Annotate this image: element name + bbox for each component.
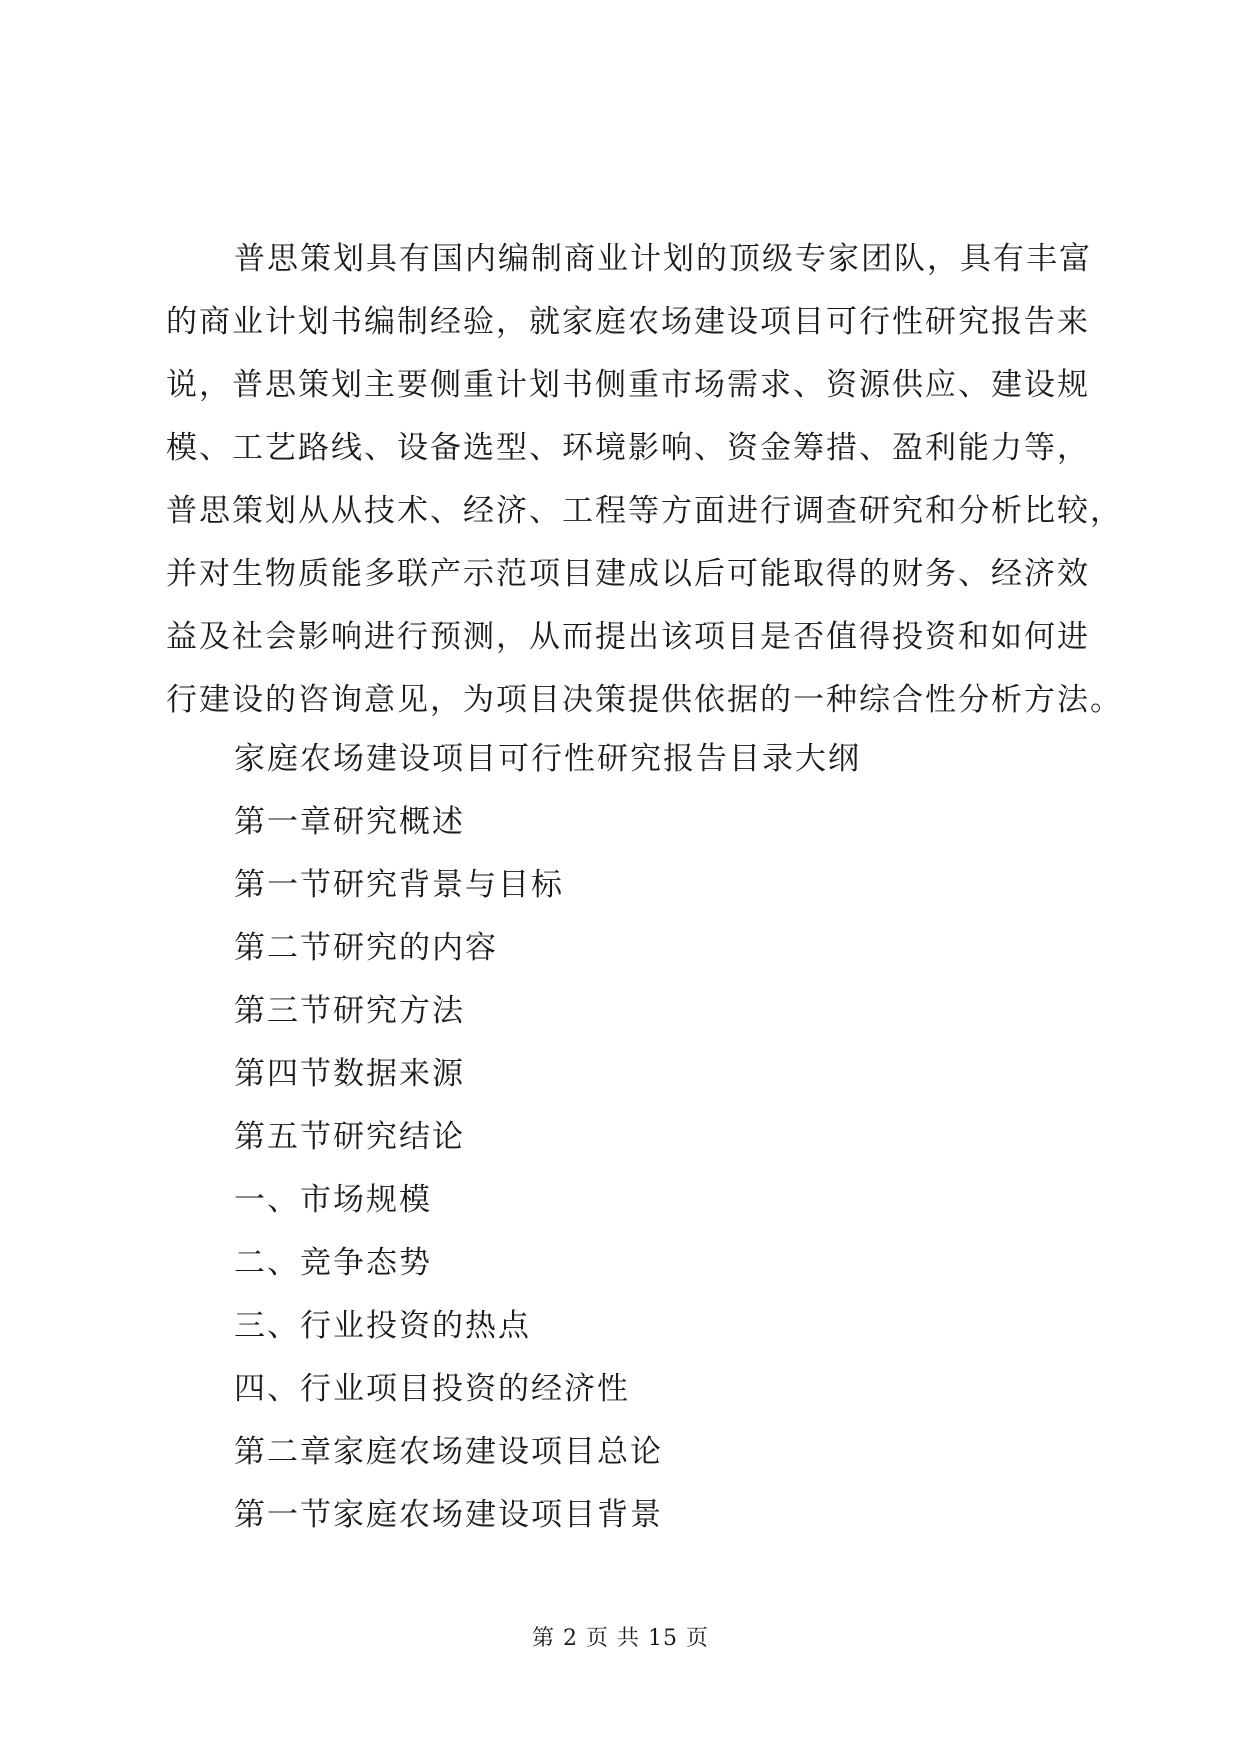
paragraph-line: 并对生物质能多联产示范项目建成以后可能取得的财务、经济效 bbox=[166, 556, 1090, 592]
paragraph-line: 的商业计划书编制经验，就家庭农场建设项目可行性研究报告来 bbox=[166, 304, 1090, 340]
toc-subsection: 一、市场规模 bbox=[234, 1182, 432, 1218]
table-of-contents bbox=[234, 728, 1034, 1547]
toc-chapter: 第二章家庭农场建设项目总论 bbox=[234, 1434, 663, 1470]
paragraph-line: 说，普思策划主要侧重计划书侧重市场需求、资源供应、建设规 bbox=[166, 367, 1090, 403]
page-number-footer: 第 2 页 共 15 页 bbox=[532, 1626, 709, 1651]
toc-section: 第五节研究结论 bbox=[234, 1119, 465, 1155]
toc-subsection: 三、行业投资的热点 bbox=[234, 1308, 531, 1344]
intro-paragraph bbox=[166, 228, 1123, 732]
toc-chapter: 第一章研究概述 bbox=[234, 804, 465, 840]
toc-section: 第二节研究的内容 bbox=[234, 930, 498, 966]
toc-section: 第三节研究方法 bbox=[234, 993, 465, 1029]
toc-subsection: 二、竞争态势 bbox=[234, 1245, 432, 1281]
toc-section: 第四节数据来源 bbox=[234, 1056, 465, 1092]
paragraph-line: 益及社会影响进行预测，从而提出该项目是否值得投资和如何进 bbox=[166, 619, 1090, 655]
toc-subsection: 四、行业项目投资的经济性 bbox=[234, 1371, 630, 1407]
paragraph-line: 行建设的咨询意见，为项目决策提供依据的一种综合性分析方法。 bbox=[166, 682, 1123, 718]
paragraph-line: 模、工艺路线、设备选型、环境影响、资金筹措、盈利能力等， bbox=[166, 430, 1090, 466]
toc-section: 第一节家庭农场建设项目背景 bbox=[234, 1497, 663, 1533]
toc-section: 第一节研究背景与目标 bbox=[234, 867, 564, 903]
toc-title: 家庭农场建设项目可行性研究报告目录大纲 bbox=[234, 741, 861, 777]
paragraph-line: 普思策划从从技术、经济、工程等方面进行调查研究和分析比较， bbox=[166, 493, 1123, 529]
paragraph-line: 普思策划具有国内编制商业计划的顶级专家团队，具有丰富 bbox=[234, 241, 1092, 277]
